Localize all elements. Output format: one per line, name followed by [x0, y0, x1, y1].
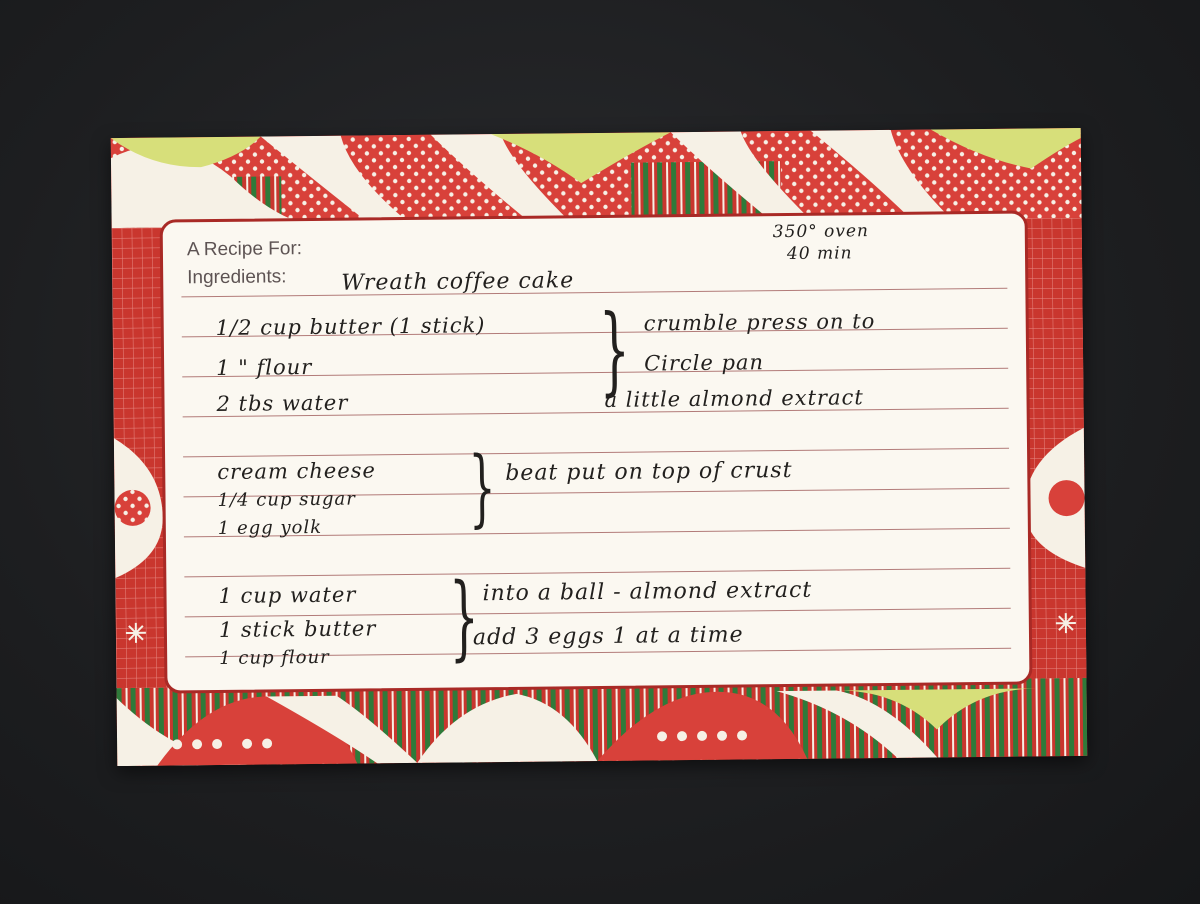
- ruled-line: [184, 568, 1010, 578]
- ingredient-line: 1 cup flour: [219, 646, 330, 669]
- ruled-line: [181, 288, 1007, 298]
- ruled-line: [183, 448, 1009, 458]
- curly-brace-mark: }: [468, 438, 497, 537]
- ingredient-line: 1 " flour: [216, 354, 313, 381]
- recipe-card: [111, 128, 1088, 766]
- curly-brace-mark: }: [598, 293, 631, 406]
- oven-temperature-note: 350° oven: [772, 221, 870, 243]
- ingredients-label: Ingredients:: [187, 266, 287, 289]
- ingredient-line: 1 stick butter: [218, 616, 377, 642]
- instruction-line: add 3 eggs 1 at a time: [472, 622, 744, 651]
- ingredient-line: cream cheese: [217, 458, 377, 484]
- instruction-line: crumble press on to: [643, 309, 876, 336]
- bake-time-note: 40 min: [786, 243, 853, 265]
- recipe-for-label: A Recipe For:: [186, 238, 303, 261]
- instruction-line: a little almond extract: [604, 385, 864, 412]
- ingredient-line: 1 cup water: [218, 582, 357, 608]
- ingredient-line: 2 tbs water: [216, 390, 349, 417]
- instruction-line: Circle pan: [644, 350, 765, 376]
- ingredient-line: 1/2 cup butter (1 stick): [215, 313, 486, 341]
- ingredient-line: 1/4 cup sugar: [217, 488, 356, 511]
- curly-brace-mark: }: [448, 563, 480, 671]
- ruled-line: [185, 608, 1011, 618]
- instruction-line: into a ball - almond extract: [482, 577, 813, 607]
- instruction-line: beat put on top of crust: [505, 457, 793, 486]
- ingredient-line: 1 egg yolk: [217, 516, 323, 539]
- recipe-title: Wreath coffee cake: [341, 268, 575, 296]
- recipe-writing-panel: [160, 210, 1033, 693]
